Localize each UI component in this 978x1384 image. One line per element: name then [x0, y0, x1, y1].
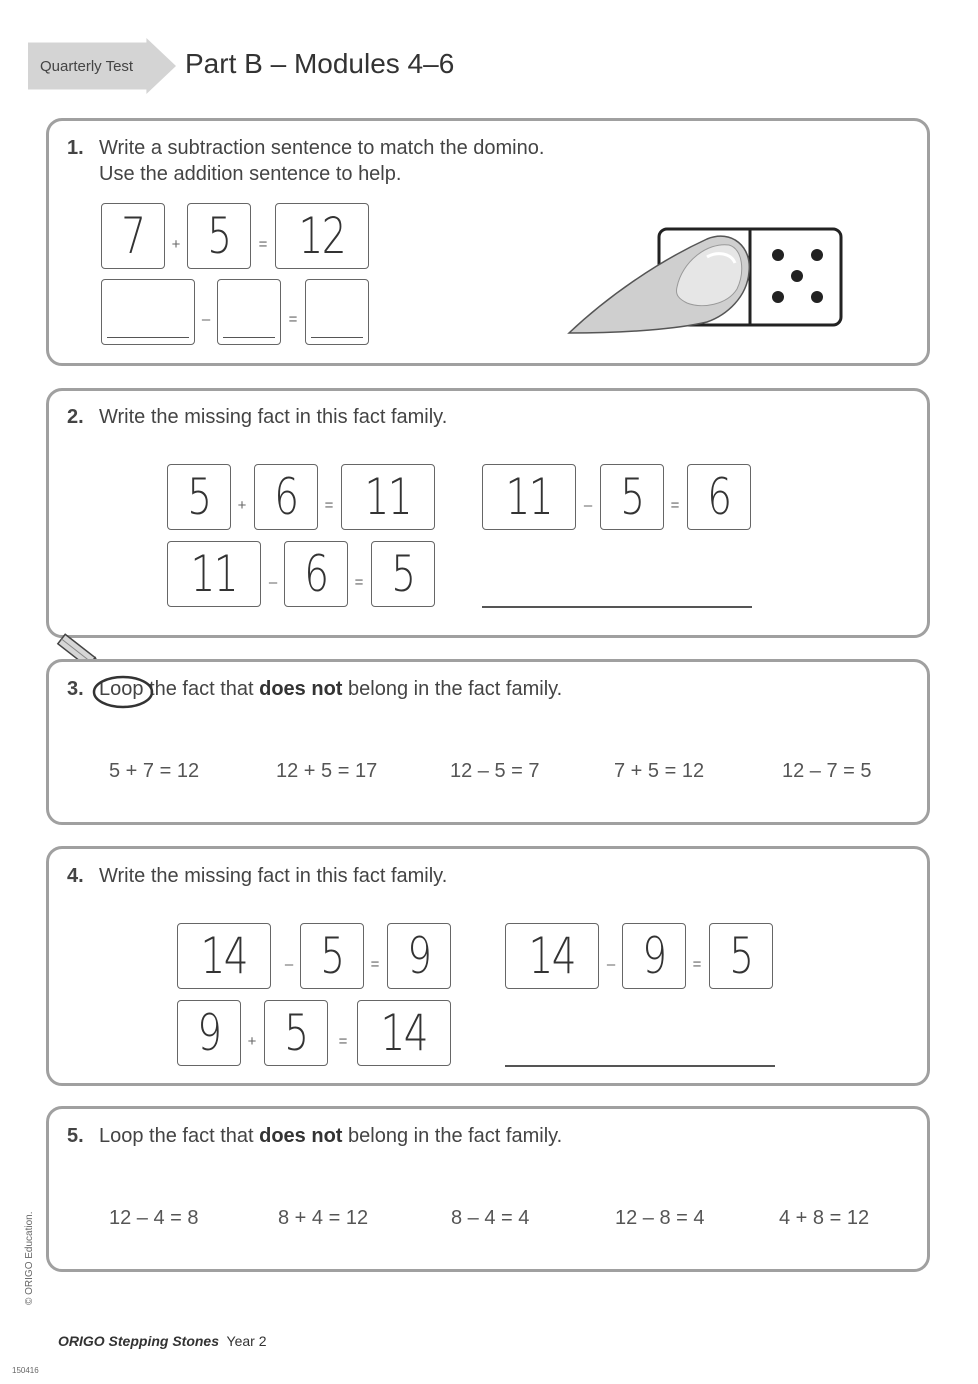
q1-answer-line-1	[107, 337, 189, 338]
q5-option-4[interactable]: 12 – 8 = 4	[615, 1207, 705, 1229]
q3-bold-text: does not	[259, 678, 343, 700]
q1-answer-box-3[interactable]	[305, 279, 369, 345]
q1-plus-sign: +	[171, 236, 181, 253]
question-2-text: Write the missing fact in this fact family.	[99, 406, 448, 428]
q1-answer-line-3	[311, 337, 363, 338]
question-5-panel	[46, 1106, 930, 1272]
question-2-number: 2.	[67, 406, 84, 428]
q3-loop-example-ellipse	[91, 674, 155, 710]
page-title: Part B – Modules 4–6	[185, 48, 455, 79]
domino-dot	[811, 291, 823, 303]
header-tag-label: Quarterly Test	[40, 58, 134, 75]
q1-addend-1-box: 7	[101, 203, 165, 269]
question-2-panel	[46, 388, 930, 638]
q5-option-5[interactable]: 4 + 8 = 12	[779, 1207, 870, 1229]
q4-fact2-box-b: 9	[622, 923, 686, 989]
q5-option-2[interactable]: 8 + 4 = 12	[278, 1207, 369, 1229]
domino-dot	[772, 291, 784, 303]
q2-fact1-box-c: 11	[341, 464, 435, 530]
q1-answer-box-1[interactable]	[101, 279, 195, 345]
footer-code: 150416	[12, 1366, 39, 1375]
q2-fact2-box-c: 6	[687, 464, 751, 530]
q4-fact2-box-c: 5	[709, 923, 773, 989]
q5-option-3[interactable]: 8 – 4 = 4	[451, 1207, 530, 1229]
q3-loop-word: Loop	[99, 678, 144, 700]
question-1-number: 1.	[67, 137, 84, 159]
q1-answer-line-2	[223, 337, 275, 338]
q1-equals-sign: =	[258, 236, 268, 253]
q2-answer-line[interactable]	[482, 606, 752, 608]
q4-fact3-eq: =	[338, 1033, 348, 1050]
q4-fact1-box-b: 5	[300, 923, 364, 989]
q4-fact1-eq: =	[370, 956, 380, 973]
q5-bold-text: does not	[259, 1125, 343, 1147]
domino-with-finger-image	[567, 217, 847, 337]
q4-fact2-op: –	[606, 956, 616, 973]
q4-fact2-eq: =	[692, 956, 702, 973]
q2-fact1-op: +	[237, 497, 247, 514]
footer-brand-name: ORIGO Stepping Stones	[58, 1333, 220, 1349]
q2-fact3-op: –	[268, 574, 278, 591]
q4-fact3-op: +	[247, 1033, 257, 1050]
question-4-number: 4.	[67, 865, 84, 887]
copyright-text: © ORIGO Education.	[24, 1211, 35, 1305]
q2-fact1-box-a: 5	[167, 464, 231, 530]
question-1-panel	[46, 118, 930, 366]
domino-dot	[791, 270, 803, 282]
footer-brand	[58, 1333, 267, 1349]
q2-fact3-eq: =	[354, 574, 364, 591]
q4-fact1-box-a: 14	[177, 923, 271, 989]
q2-fact3-box-c: 5	[371, 541, 435, 607]
q4-fact3-box-c: 14	[357, 1000, 451, 1066]
q2-fact2-box-a: 11	[482, 464, 576, 530]
q4-fact3-box-b: 5	[264, 1000, 328, 1066]
q4-fact2-box-a: 14	[505, 923, 599, 989]
q2-fact1-box-b: 6	[254, 464, 318, 530]
q2-fact2-op: –	[583, 497, 593, 514]
question-3-text: Loop the fact that does not belong in the fact family.	[99, 678, 563, 700]
q5-option-1[interactable]: 12 – 4 = 8	[109, 1207, 199, 1229]
q1-sum-box: 12	[275, 203, 369, 269]
q4-fact3-box-a: 9	[177, 1000, 241, 1066]
q2-fact2-eq: =	[670, 497, 680, 514]
q2-fact3-box-a: 11	[167, 541, 261, 607]
q2-fact3-box-b: 6	[284, 541, 348, 607]
q1-minus-sign: –	[201, 311, 211, 328]
question-1-text-line1: Write a subtraction sentence to match the domino.	[99, 137, 545, 159]
footer-year: Year 2	[226, 1333, 267, 1349]
q4-answer-line[interactable]	[505, 1065, 775, 1067]
q3-option-5[interactable]: 12 – 7 = 5	[782, 760, 872, 782]
q4-fact1-op: –	[284, 956, 294, 973]
q3-option-4[interactable]: 7 + 5 = 12	[614, 760, 705, 782]
question-3-number: 3.	[67, 678, 84, 700]
question-3-panel	[46, 659, 930, 825]
q1-equals-sign-2: =	[288, 311, 298, 328]
domino-dot	[811, 249, 823, 261]
question-4-panel	[46, 846, 930, 1086]
question-5-text: Loop the fact that does not belong in the fact family.	[99, 1125, 563, 1147]
domino-dot	[772, 249, 784, 261]
q3-option-3[interactable]: 12 – 5 = 7	[450, 760, 540, 782]
question-1-text-line2: Use the addition sentence to help.	[99, 163, 402, 185]
question-5-number: 5.	[67, 1125, 84, 1147]
question-4-text: Write the missing fact in this fact family.	[99, 865, 448, 887]
q3-option-2[interactable]: 12 + 5 = 17	[276, 760, 378, 782]
q1-addend-2-box: 5	[187, 203, 251, 269]
q1-answer-box-2[interactable]	[217, 279, 281, 345]
q4-fact1-box-c: 9	[387, 923, 451, 989]
q2-fact2-box-b: 5	[600, 464, 664, 530]
q3-option-1[interactable]: 5 + 7 = 12	[109, 760, 200, 782]
q2-fact1-eq: =	[324, 497, 334, 514]
